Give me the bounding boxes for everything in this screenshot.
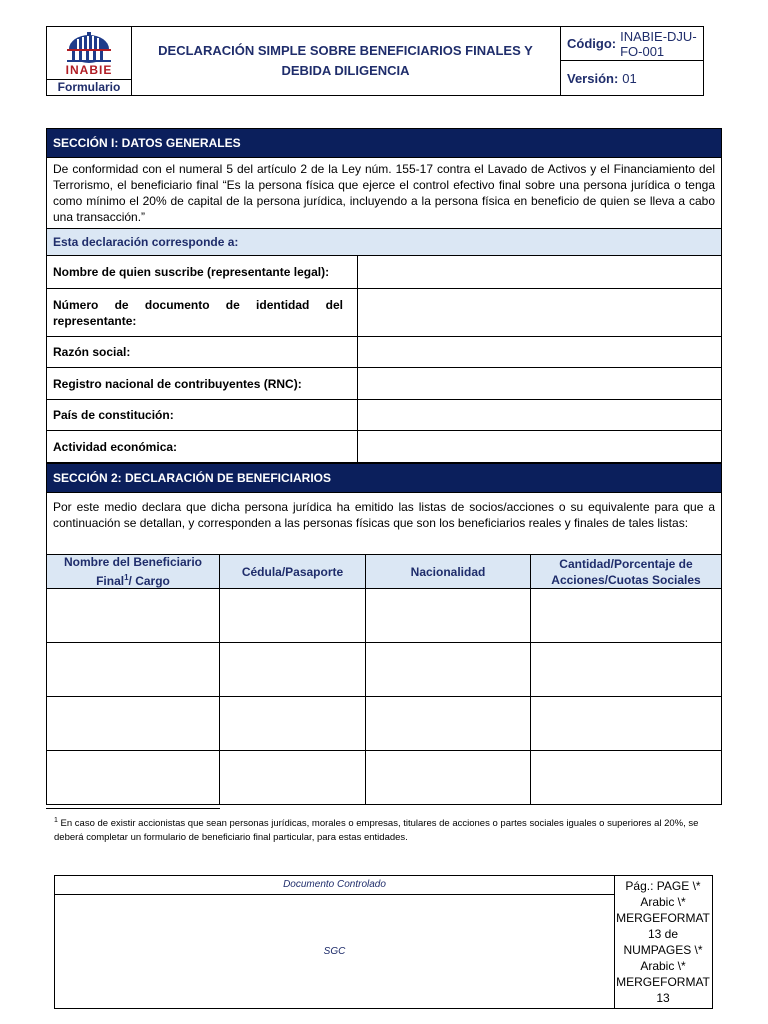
field-row-business-name: [46, 337, 722, 368]
beneficiary-name-cell[interactable]: [47, 751, 220, 804]
form-type-label: Formulario: [47, 79, 131, 96]
field-row-id-document: [46, 289, 722, 337]
nationality-cell[interactable]: [366, 697, 531, 750]
footnote-text: En caso de existir accionistas que sean personas jurídicas, morales o empresas, titulares de acciones o partes sociales iguales o superiores al 20%, se deberá completar un formulario de beneficiario final particular, para estas entidades.: [54, 818, 699, 844]
shares-cell[interactable]: [531, 697, 721, 750]
id-cell[interactable]: [220, 643, 366, 696]
beneficiary-name-cell[interactable]: [47, 697, 220, 750]
footer-left: [55, 876, 615, 1008]
column-header-shares-line1: Cantidad/Porcentaje de: [559, 556, 693, 571]
column-header-name: [47, 555, 220, 588]
controlled-document-label: Documento Controlado: [55, 876, 614, 895]
section-1-subheading: Esta declaración corresponde a:: [46, 229, 722, 256]
field-row-country: [46, 400, 722, 431]
field-label: Registro nacional de contribuyentes (RNC):: [47, 368, 358, 399]
logo-text: INABIE: [65, 63, 113, 77]
field-row-rnc: [46, 368, 722, 400]
title-line-1: DECLARACIÓN SIMPLE SOBRE BENEFICIARIOS FINALES Y: [158, 43, 533, 58]
shares-cell[interactable]: [531, 589, 721, 642]
footnote: [54, 814, 720, 845]
version-label: Versión:: [567, 70, 619, 86]
country-input[interactable]: [358, 400, 721, 430]
field-row-legal-representative: [46, 256, 722, 289]
field-label: Número de documento de identidad del representante:: [47, 289, 358, 336]
rnc-input[interactable]: [358, 368, 721, 399]
column-header-name-final: Final: [96, 574, 125, 588]
document-title: [131, 27, 561, 95]
table-row: [46, 643, 722, 697]
document-header: [46, 26, 704, 96]
code-value: INABIE-DJU-FO-001: [620, 28, 697, 59]
section-2-heading: SECCIÓN 2: DECLARACIÓN DE BENEFICIARIOS: [46, 463, 722, 493]
id-document-input[interactable]: [358, 289, 721, 336]
document-footer: [54, 875, 713, 1009]
logo-cell: [47, 27, 132, 95]
shares-cell[interactable]: [531, 643, 721, 696]
business-name-input[interactable]: [358, 337, 721, 367]
title-line-2: DEBIDA DILIGENCIA: [281, 63, 410, 78]
footnote-separator: [46, 808, 220, 809]
field-row-economic-activity: [46, 431, 722, 463]
column-header-nationality: Nacionalidad: [366, 555, 531, 588]
page-number-field: Pág.: PAGE \* Arabic \* MERGEFORMAT 13 de NUMPAGES \* Arabic \* MERGEFORMAT 13: [616, 879, 710, 1005]
beneficiaries-table-header: [46, 555, 722, 589]
section-2-paragraph: Por este medio declara que dicha persona jurídica ha emitido las listas de socios/acciones o su equivalente para que a continuación se detallan, y corresponden a las personas físicas que son los beneficiarios reales y finales de tales listas:: [46, 493, 722, 555]
footnote-ref: 1: [124, 573, 129, 582]
section-1-paragraph: De conformidad con el numeral 5 del artículo 2 de la Ley núm. 155-17 contra el Lavado de Activos y el Financiamiento del Terrorismo, el beneficiario final “Es la persona física que ejerce el control efectivo final sobre una persona jurídica o tenga como mínimo el 20% de capital de la persona jurídica, incluyendo a la persona física en beneficio de quien se lleva a cabo una transacción.”: [46, 158, 722, 229]
table-row: [46, 751, 722, 805]
nationality-cell[interactable]: [366, 589, 531, 642]
economic-activity-input[interactable]: [358, 431, 721, 462]
footnote-marker: 1: [54, 817, 58, 824]
document-version: [561, 61, 703, 95]
version-value: 01: [622, 70, 637, 86]
column-header-shares: [531, 555, 721, 588]
legal-representative-input[interactable]: [358, 256, 721, 288]
field-label: Razón social:: [47, 337, 358, 367]
code-label: Código:: [567, 36, 617, 51]
document-code: [561, 27, 703, 61]
field-label: Nombre de quien suscribe (representante legal):: [47, 256, 358, 288]
sgc-label: SGC: [323, 945, 346, 957]
beneficiary-name-cell[interactable]: [47, 589, 220, 642]
column-header-name-line1: Nombre del Beneficiario: [63, 555, 203, 569]
table-row: [46, 697, 722, 751]
id-cell[interactable]: [220, 589, 366, 642]
field-label: Actividad económica:: [47, 431, 358, 462]
field-label: País de constitución:: [47, 400, 358, 430]
inabie-logo-icon: [47, 27, 131, 67]
column-header-name-cargo: / Cargo: [128, 574, 170, 588]
id-cell[interactable]: [220, 751, 366, 804]
shares-cell[interactable]: [531, 751, 721, 804]
nationality-cell[interactable]: [366, 751, 531, 804]
table-row: [46, 589, 722, 643]
beneficiary-name-cell[interactable]: [47, 643, 220, 696]
column-header-id: Cédula/Pasaporte: [220, 555, 366, 588]
column-header-shares-line2: Acciones/Cuotas Sociales: [551, 572, 701, 587]
section-1-heading: SECCIÓN I: DATOS GENERALES: [46, 128, 722, 158]
nationality-cell[interactable]: [366, 643, 531, 696]
id-cell[interactable]: [220, 697, 366, 750]
